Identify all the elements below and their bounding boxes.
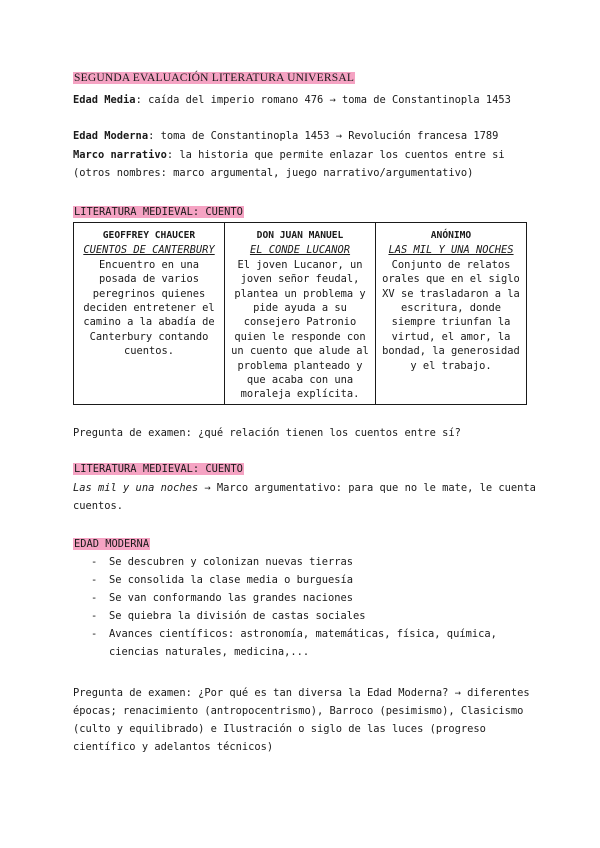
mil-y-una-noches-note	[73, 479, 540, 515]
marco-text: : la historia que permite enlazar los cuentos entre si (otros nombres: marco argumental, juego narrativo/argumentativo)	[73, 149, 505, 179]
edad-moderna-label: Edad Moderna	[73, 130, 149, 142]
edad-moderna-list	[73, 553, 540, 661]
edad-moderna-text: : toma de Constantinopla 1453 → Revolución francesa 1789	[148, 130, 499, 142]
book-title: LAS MIL Y UNA NOCHES	[388, 244, 514, 257]
exam-question-text: Pregunta de examen: ¿Por qué es tan diversa la Edad Moderna? → diferentes épocas; renacimiento (antropocentrismo), Barroco (pesimismo), Clasicismo (culto y equilibrado) e Ilustración o siglo de las luces (progreso científico y adelantos técnicos)	[73, 687, 530, 753]
definition-edad-media	[73, 91, 540, 109]
list-item: - Avances científicos: astronomía, matemáticas, física, química, ciencias naturales, medicina,...	[73, 625, 540, 661]
author-name: ANÓNIMO	[430, 230, 472, 241]
book-description: El joven Lucanor, un joven señor feudal, plantea un problema y pide ayuda a su consejero Patronio quien le responde con un cuento que alude al problema planteado y que acaba con una moraleja explícita.	[231, 258, 369, 401]
note-text: → Marco argumentativo: para que no le mate, le cuenta cuentos.	[73, 482, 536, 512]
section-heading-medieval-1	[73, 203, 540, 221]
list-item: - Se quiebra la división de castas sociales	[73, 607, 540, 625]
document-title-block	[73, 69, 540, 87]
definition-marco-narrativo	[73, 146, 540, 182]
edad-moderna-list-block	[73, 553, 540, 661]
list-item: - Se consolida la clase media o burguesía	[73, 571, 540, 589]
book-description: Encuentro en una posada de varios peregrinos quienes deciden entretener el camino a la abadía de Canterbury contando cuentos.	[83, 258, 215, 358]
section-heading-edad-moderna	[73, 535, 540, 553]
table-column-anonimo	[375, 223, 526, 404]
table-column-juan-manuel	[224, 223, 375, 404]
exam-question-2	[73, 684, 540, 756]
exam-question-text: Pregunta de examen: ¿qué relación tienen los cuentos entre sí?	[73, 427, 461, 439]
table-column-chaucer	[74, 223, 224, 404]
edad-media-text: : caída del imperio romano 476 → toma de Constantinopla 1453	[135, 94, 511, 106]
marco-label: Marco narrativo	[73, 149, 167, 161]
book-description: Conjunto de relatos orales que en el siglo XV se trasladaron a la escritura, donde siempre triunfan la virtud, el amor, la bondad, la generosidad y el trabajo.	[382, 258, 520, 372]
list-item: - Se van conformando las grandes naciones	[73, 589, 540, 607]
section-heading: EDAD MODERNA	[74, 538, 150, 550]
edad-media-label: Edad Media	[73, 94, 136, 106]
book-title: EL CONDE LUCANOR	[249, 244, 351, 257]
exam-question-1	[73, 424, 540, 442]
list-item: - Se descubren y colonizan nuevas tierras	[73, 553, 540, 571]
author-name: DON JUAN MANUEL	[256, 230, 344, 241]
document-title: SEGUNDA EVALUACIÓN LITERATURA UNIVERSAL	[74, 72, 355, 84]
book-title-italic: Las mil y una noches	[73, 482, 199, 494]
authors-table	[73, 222, 527, 405]
section-heading: LITERATURA MEDIEVAL: CUENTO	[74, 206, 243, 218]
section-heading: LITERATURA MEDIEVAL: CUENTO	[74, 463, 243, 475]
definition-edad-moderna	[73, 127, 540, 145]
book-title: CUENTOS DE CANTERBURY	[83, 244, 215, 257]
author-name: GEOFFREY CHAUCER	[102, 230, 196, 241]
section-heading-medieval-2	[73, 460, 540, 478]
